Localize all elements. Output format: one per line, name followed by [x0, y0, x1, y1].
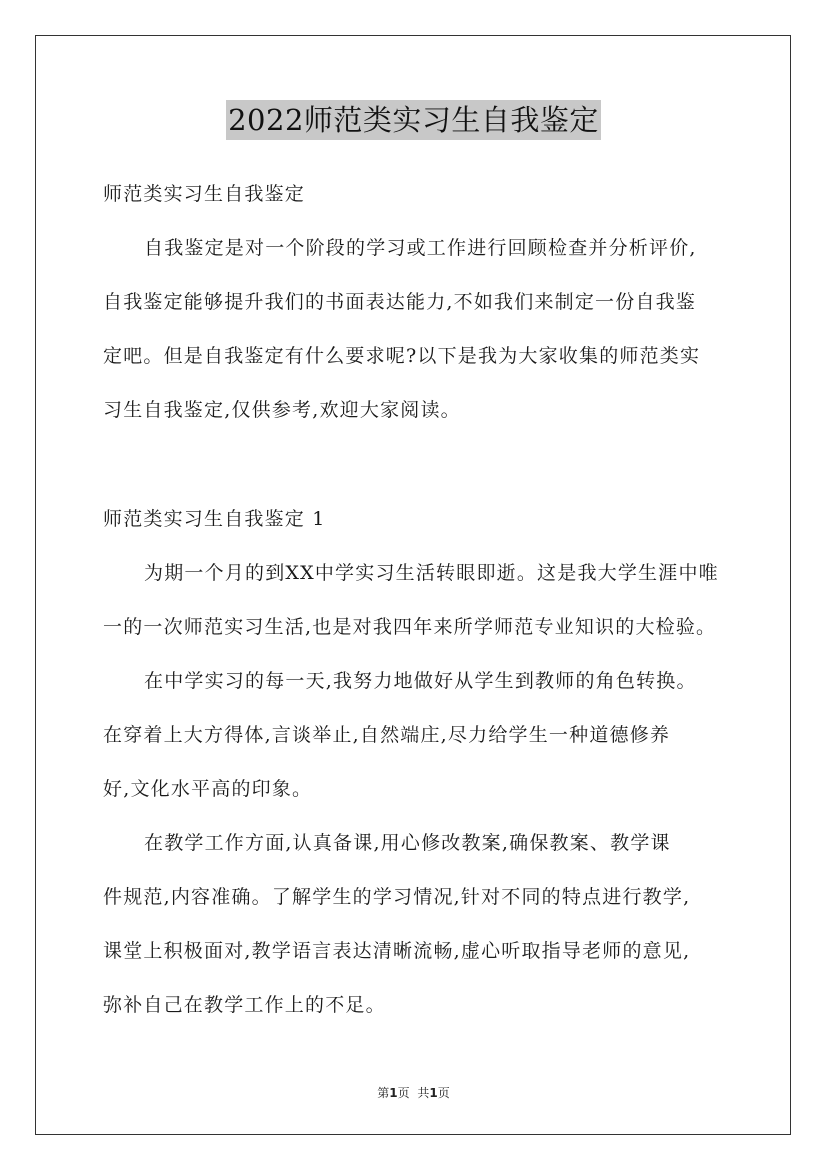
intro-line: 习生自我鉴定,仅供参考,欢迎大家阅读。: [103, 399, 461, 421]
body-line: 在教学工作方面,认真备课,用心修改教案,确保教案、教学课: [144, 832, 671, 854]
page-current: 1: [389, 1086, 398, 1100]
body-line: 好,文化水平高的印象。: [103, 778, 313, 800]
body-line: 件规范,内容准确。了解学生的学习情况,针对不同的特点进行教学,: [103, 886, 691, 908]
total-count: 1: [429, 1086, 438, 1100]
page-suffix: 页: [397, 1086, 410, 1100]
subtitle: 师范类实习生自我鉴定: [103, 183, 306, 205]
page-prefix: 第: [377, 1086, 390, 1100]
body-line: 课堂上积极面对,教学语言表达清晰流畅,虚心听取指导老师的意见,: [103, 940, 691, 962]
intro-line: 自我鉴定能够提升我们的书面表达能力,不如我们来制定一份自我鉴: [103, 291, 697, 313]
section-heading: 师范类实习生自我鉴定 1: [103, 508, 326, 530]
intro-line: 定吧。但是自我鉴定有什么要求呢?以下是我为大家收集的师范类实: [103, 345, 701, 367]
body-line: 在穿着上大方得体,言谈举止,自然端庄,尽力给学生一种道德修养: [103, 724, 671, 746]
body-line: 为期一个月的到XX中学实习生活转眼即逝。这是我大学生涯中唯: [144, 562, 719, 584]
title-container: [0, 100, 827, 140]
body-line: 在中学实习的每一天,我努力地做好从学生到教师的角色转换。: [144, 670, 697, 692]
total-suffix: 页: [437, 1086, 450, 1100]
total-prefix: 共: [417, 1086, 430, 1100]
body-line: 弥补自己在教学工作上的不足。: [103, 994, 386, 1016]
body-line: 一的一次师范实习生活,也是对我四年来所学师范专业知识的大检验。: [103, 616, 717, 638]
intro-line: 自我鉴定是对一个阶段的学习或工作进行回顾检查并分析评价,: [144, 237, 697, 259]
page-number-footer: [0, 1084, 827, 1101]
document-title: 2022师范类实习生自我鉴定: [226, 100, 601, 140]
